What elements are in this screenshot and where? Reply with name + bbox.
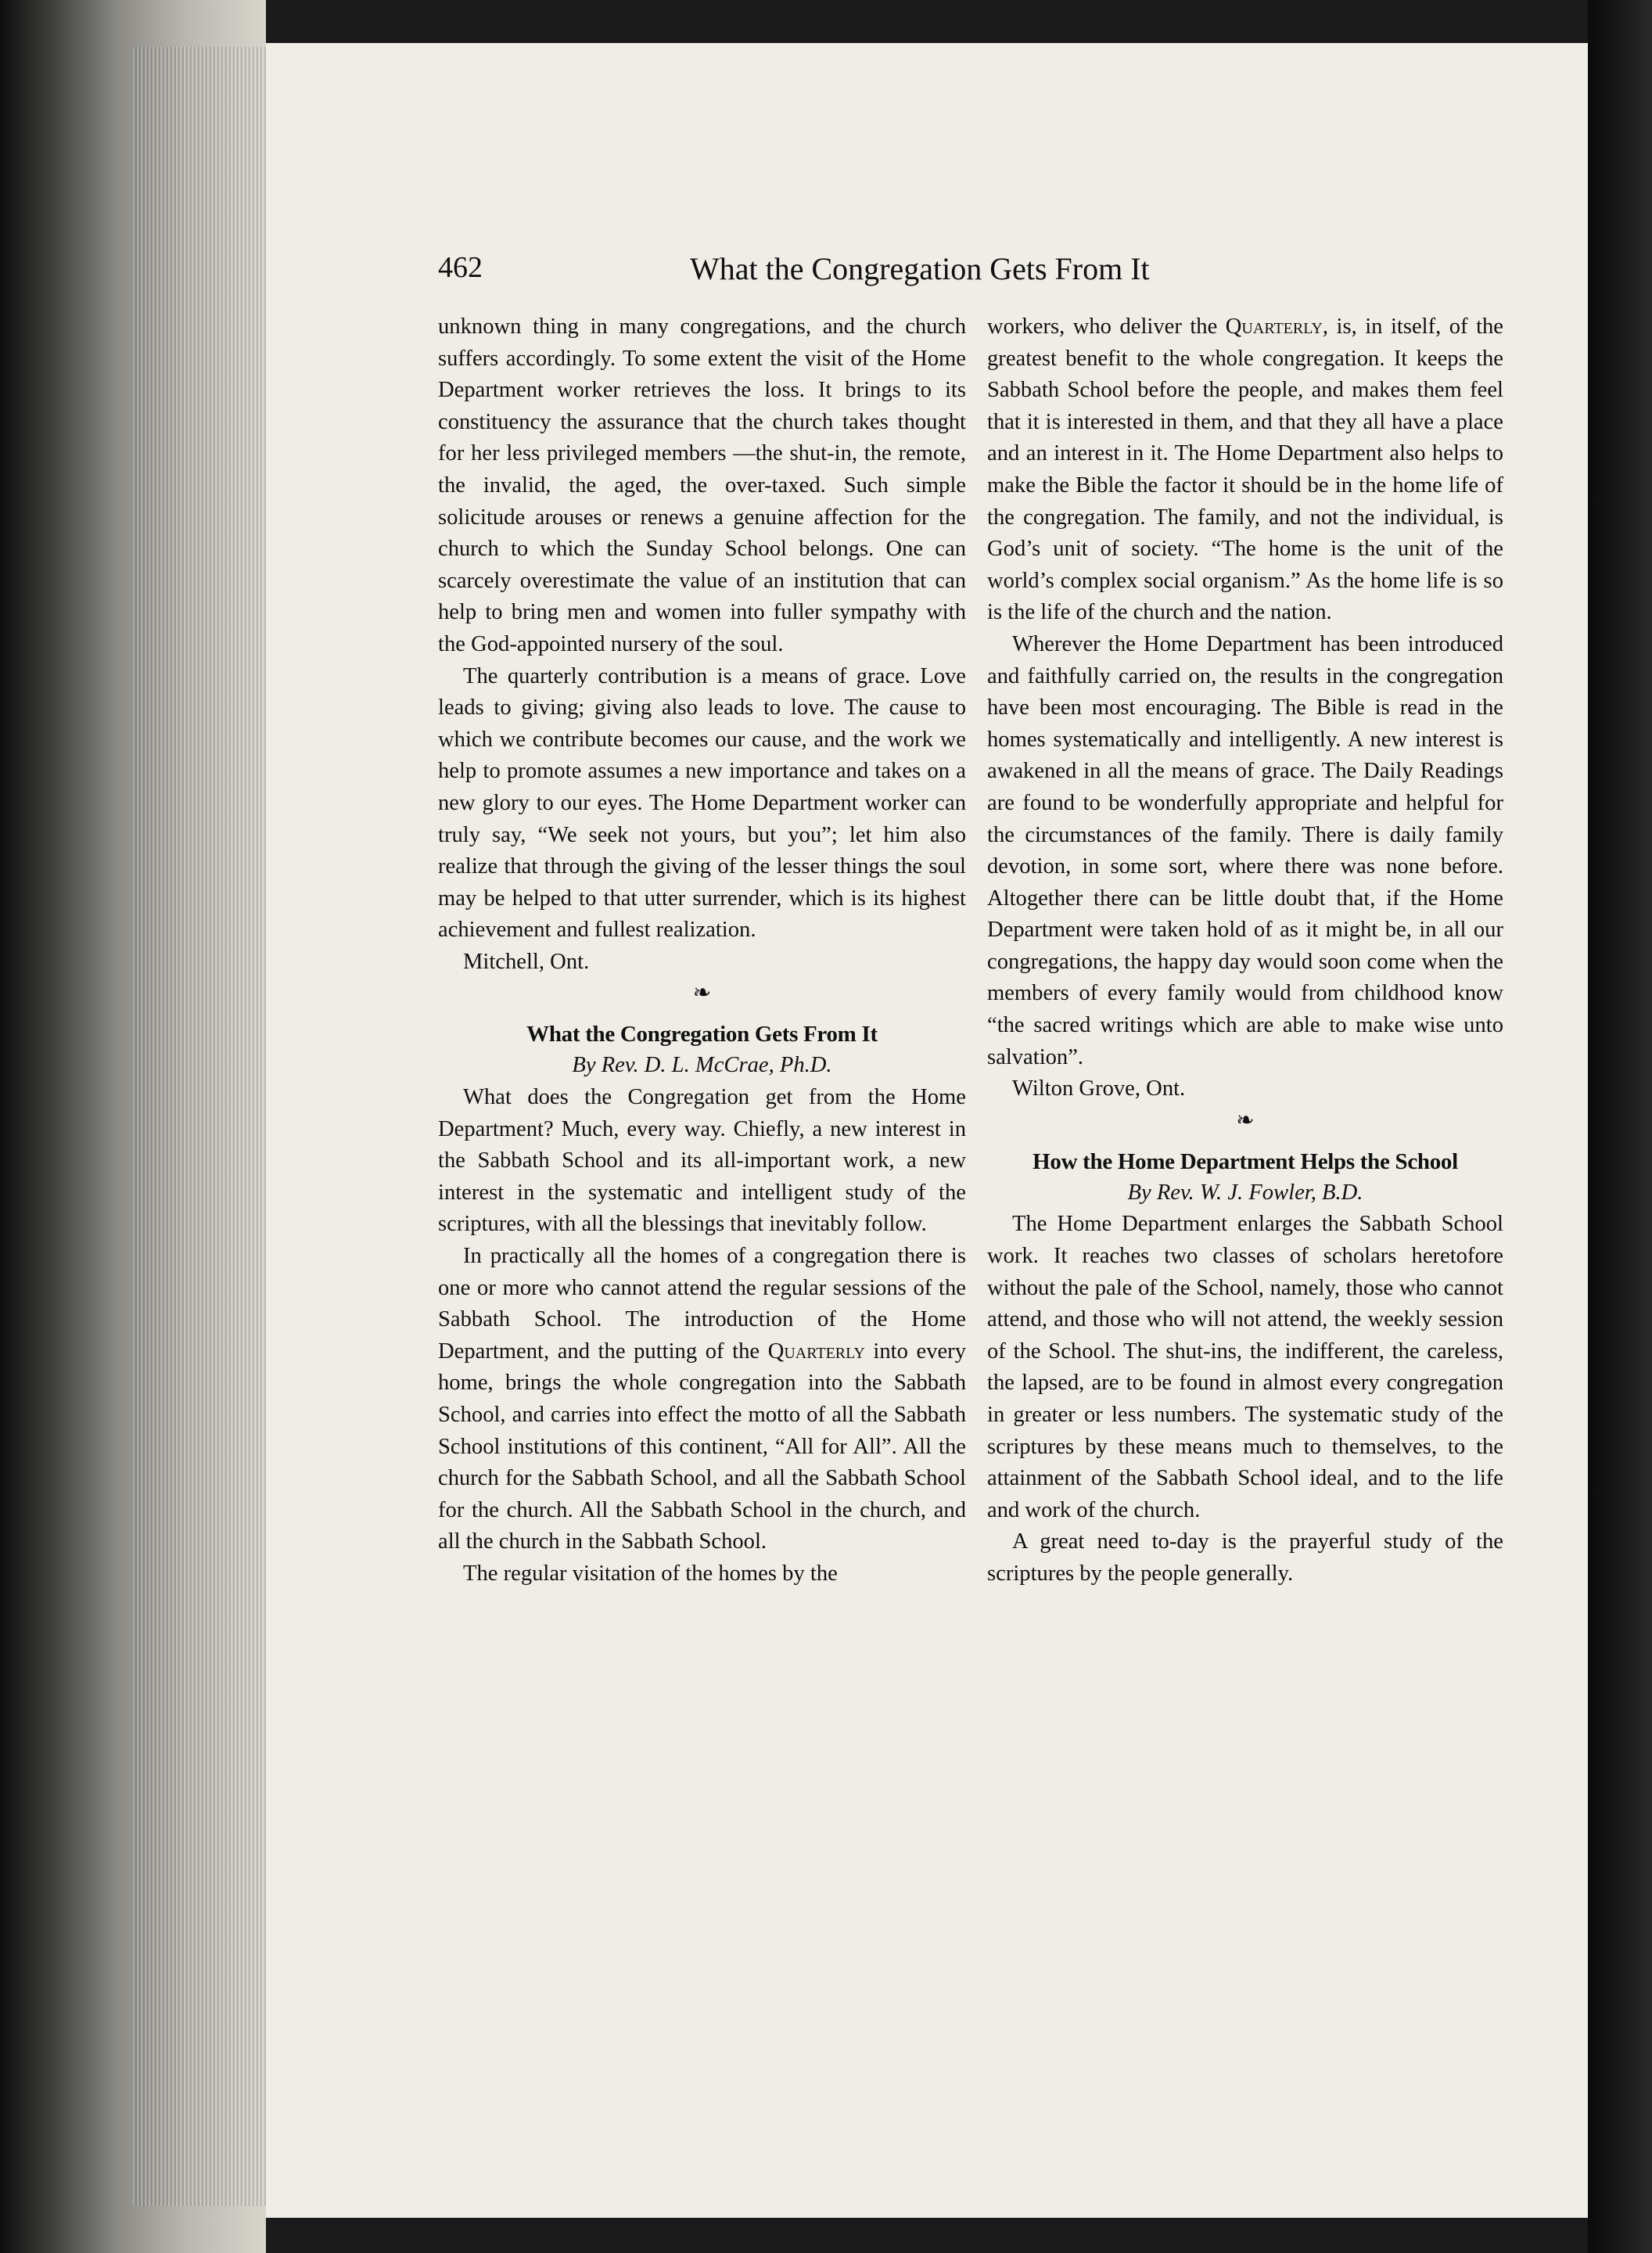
byline-fowler: By Rev. W. J. Fowler, B.D. bbox=[1127, 1180, 1363, 1205]
ornament-divider: ❧ bbox=[692, 981, 712, 1006]
left-paragraph-3: What does the Congregation get from the Home Department? Much, every way. Chiefly, a new interest in the Sabbath School and its all-important work, a new interest in the systematic and intelligent study of the scriptures, with all the blessings that inevitably follow. bbox=[438, 1085, 966, 1237]
left-paragraph-5: The regular visitation of the homes by the bbox=[463, 1561, 838, 1586]
left-paragraph-4 bbox=[438, 1241, 966, 1558]
left-paragraph-4b: into every home, brings the whole congregation into the Sabbath School, and carries into effect the motto of all the Sabbath School institutions of this continent, “All for All”. All the church for the Sabbath School, and all the Sabbath School for the church. All the Sabbath School in the church, and all the church in the Sabbath School. bbox=[438, 1339, 966, 1554]
article-title-home-department: How the Home Department Helps the School bbox=[1032, 1148, 1458, 1174]
page-number: 462 bbox=[438, 251, 483, 284]
right-paragraph-3: The Home Department enlarges the Sabbath School work. It reaches two classes of scholars heretofore without the pale of the School, namely, those who cannot attend, and those who will not attend, the weekly session of the School. The shut-ins, the indifferent, the careless, the lapsed, are to be found in almost every congregation in greater or less numbers. The systematic study of the scriptures by these means much to themselves, to the attainment of the Sabbath School ideal, and to the life and work of the church. bbox=[987, 1212, 1503, 1522]
ornament-divider-2: ❧ bbox=[1236, 1108, 1255, 1133]
right-column bbox=[987, 311, 1503, 1590]
quarterly-term-right: Quarterly bbox=[1225, 314, 1323, 339]
right-page-edge bbox=[1588, 0, 1652, 2253]
article-title-congregation: What the Congregation Gets From It bbox=[526, 1022, 878, 1047]
right-paragraph-2: Wherever the Home Department has been introduced and faithfully carried on, the results in the congregation have been most encouraging. The Bible is read in the homes systematically and intelligently. A new interest is awakened in all the means of grace. The Daily Readings are found to be wonderfully appropriate and helpful for the circumstances of the family. There is daily family devotion, in some sort, where there was none before. Altogether there can be little doubt that, if the Home Department were taken hold of as it might be, in all our congregations, the happy day would soon come when the members of every family would from childhood know “the sacred writings which are able to make wise unto salvation”. bbox=[987, 631, 1503, 1069]
right-paragraph-1a: workers, who deliver the bbox=[987, 314, 1218, 339]
left-paragraph-2: The quarterly contribution is a means of grace. Love leads to giving; giving also leads to love. The cause to which we contribute becomes our cause, and the work we help to promote assumes a new importance and takes on a new glory to our eyes. The Home Department worker can truly say, “We seek not yours, but you”; let him also realize that through the giving of the lesser things the soul may be helped to that utter surrender, which is its highest achievement and fullest realization. bbox=[438, 663, 966, 943]
right-paragraph-4: A great need to-day is the prayerful study of the scriptures by the people generally. bbox=[987, 1529, 1503, 1586]
signature-mitchell: Mitchell, Ont. bbox=[463, 949, 590, 974]
left-column bbox=[438, 311, 966, 1590]
left-paragraph-4a: In practically all the homes of a congregation there is one or more who cannot attend the regular sessions of the Sabbath School. The introduction of the Home Department, and the putting of the bbox=[438, 1244, 966, 1364]
quarterly-term: Quarterly bbox=[767, 1339, 865, 1364]
byline-mccrae: By Rev. D. L. McCrae, Ph.D. bbox=[572, 1053, 832, 1078]
right-paragraph-1 bbox=[987, 311, 1503, 629]
page-stack-lines bbox=[133, 47, 266, 2206]
page-header bbox=[438, 250, 1533, 297]
signature-wilton-grove: Wilton Grove, Ont. bbox=[1012, 1076, 1186, 1101]
left-paragraph-1: unknown thing in many congregations, and the church suffers accordingly. To some extent the visit of the Home Department worker retrieves the loss. It brings to its constituency the assurance that the church takes thought for her less privileged members —the shut-in, the remote, the invalid, the aged, the over-taxed. Such simple solicitude arouses or renews a genuine affection for the church to which the Sunday School belongs. One can scarcely overestimate the value of an institution that can help to bring men and women into fuller sympathy with the God-appointed nursery of the soul. bbox=[438, 314, 966, 656]
right-paragraph-1b: , is, in itself, of the greatest benefit to the whole congregation. It keeps the Sabbath School before the people, and makes them feel that it is interested in them, and that they all have a place and an interest in it. The Home Department also helps to make the Bible the factor it should be in the home life of the congregation. The family, and not the individual, is God’s unit of society. “The home is the unit of the world’s complex social organism.” As the home life is so is the life of the church and the nation. bbox=[987, 314, 1503, 625]
running-head: What the Congregation Gets From It bbox=[690, 251, 1150, 286]
